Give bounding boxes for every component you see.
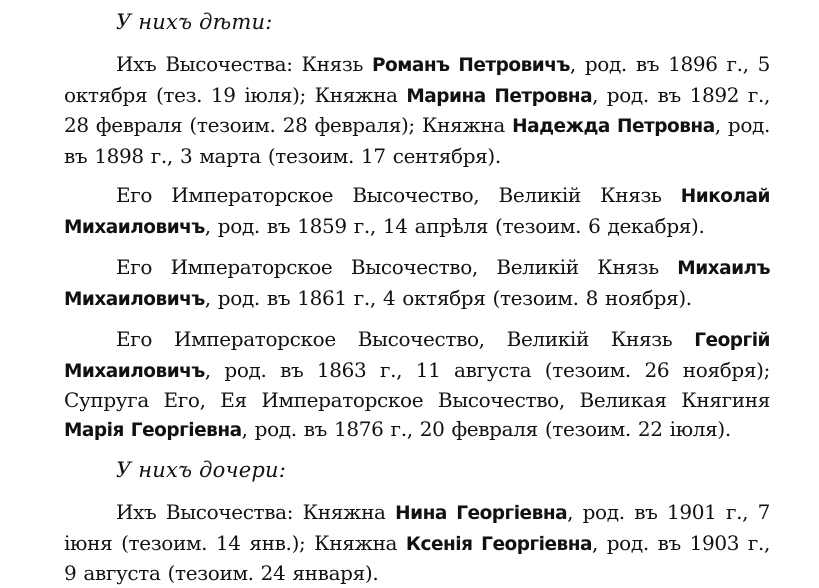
person-name-roman: Романъ Петровичъ [371, 55, 570, 76]
document-page [64, 8, 770, 588]
person-name-georgii: Георгій Михаиловичъ [64, 330, 770, 382]
text-span: Его Императорское Высочество, Великій Князь [116, 255, 678, 279]
text-span: , род. въ 1859 г., 14 апрѣля (тезоим. 6 декабря). [204, 213, 705, 238]
section-heading-daughters: У нихъ дочери: [116, 458, 287, 482]
paragraph-georgii-maria [64, 325, 770, 445]
person-name-nikolai: Николай Михаиловичъ [64, 186, 770, 238]
text-span: Ихъ Высочества: Князь [116, 52, 372, 76]
section-heading-children: У нихъ дѣти: [116, 10, 273, 34]
person-name-kseniya: Ксенія Георгіевна [405, 533, 592, 555]
person-name-nadezhda: Надежда Петровна [512, 116, 715, 137]
paragraph-nina-kseniya [64, 498, 770, 588]
text-span: , род. въ 1892 г., 28 февраля (тезоим. 28 февраля); Княжна [64, 82, 770, 137]
person-name-marina: Марина Петровна [406, 85, 593, 107]
person-name-maria: Марія Георгіевна [64, 419, 242, 441]
text-span: , род. въ 1903 г., 9 августа (тезоим. 24 января). [64, 530, 770, 585]
text-span: , род. въ 1863 г., 11 августа (тезоим. 26 ноября); Супруга Его, Ея Императорское Высочество, Великая Княгиня [64, 357, 770, 412]
text-span: , род. въ 1901 г., 7 іюня (тезоим. 14 янв.); Княжна [64, 500, 771, 555]
text-span: Ихъ Высочества: Княжна [116, 500, 396, 524]
text-span: , род. въ 1876 г., 20 февраля (тезоим. 22 іюля). [241, 416, 731, 441]
person-name-nina: Нина Георгіевна [395, 503, 568, 524]
paragraph-mikhail [64, 253, 770, 314]
text-span: , род. въ 1861 г., 4 октября (тезоим. 8 ноября). [204, 285, 692, 310]
text-span: , род. въ 1898 г., 3 марта (тезоим. 17 сентября). [64, 113, 770, 168]
paragraph-roman-marina-nadezhda [64, 50, 770, 170]
paragraph-nikolai [64, 181, 770, 242]
text-span: Его Императорское Высочество, Великій Князь [116, 183, 681, 207]
text-span: , род. въ 1896 г., 5 октября (тез. 19 іюля); Княжна [64, 52, 770, 107]
person-name-mikhail: Михаилъ Михаиловичъ [64, 258, 770, 310]
text-span: Его Императорское Высочество, Великій Князь [116, 327, 695, 351]
